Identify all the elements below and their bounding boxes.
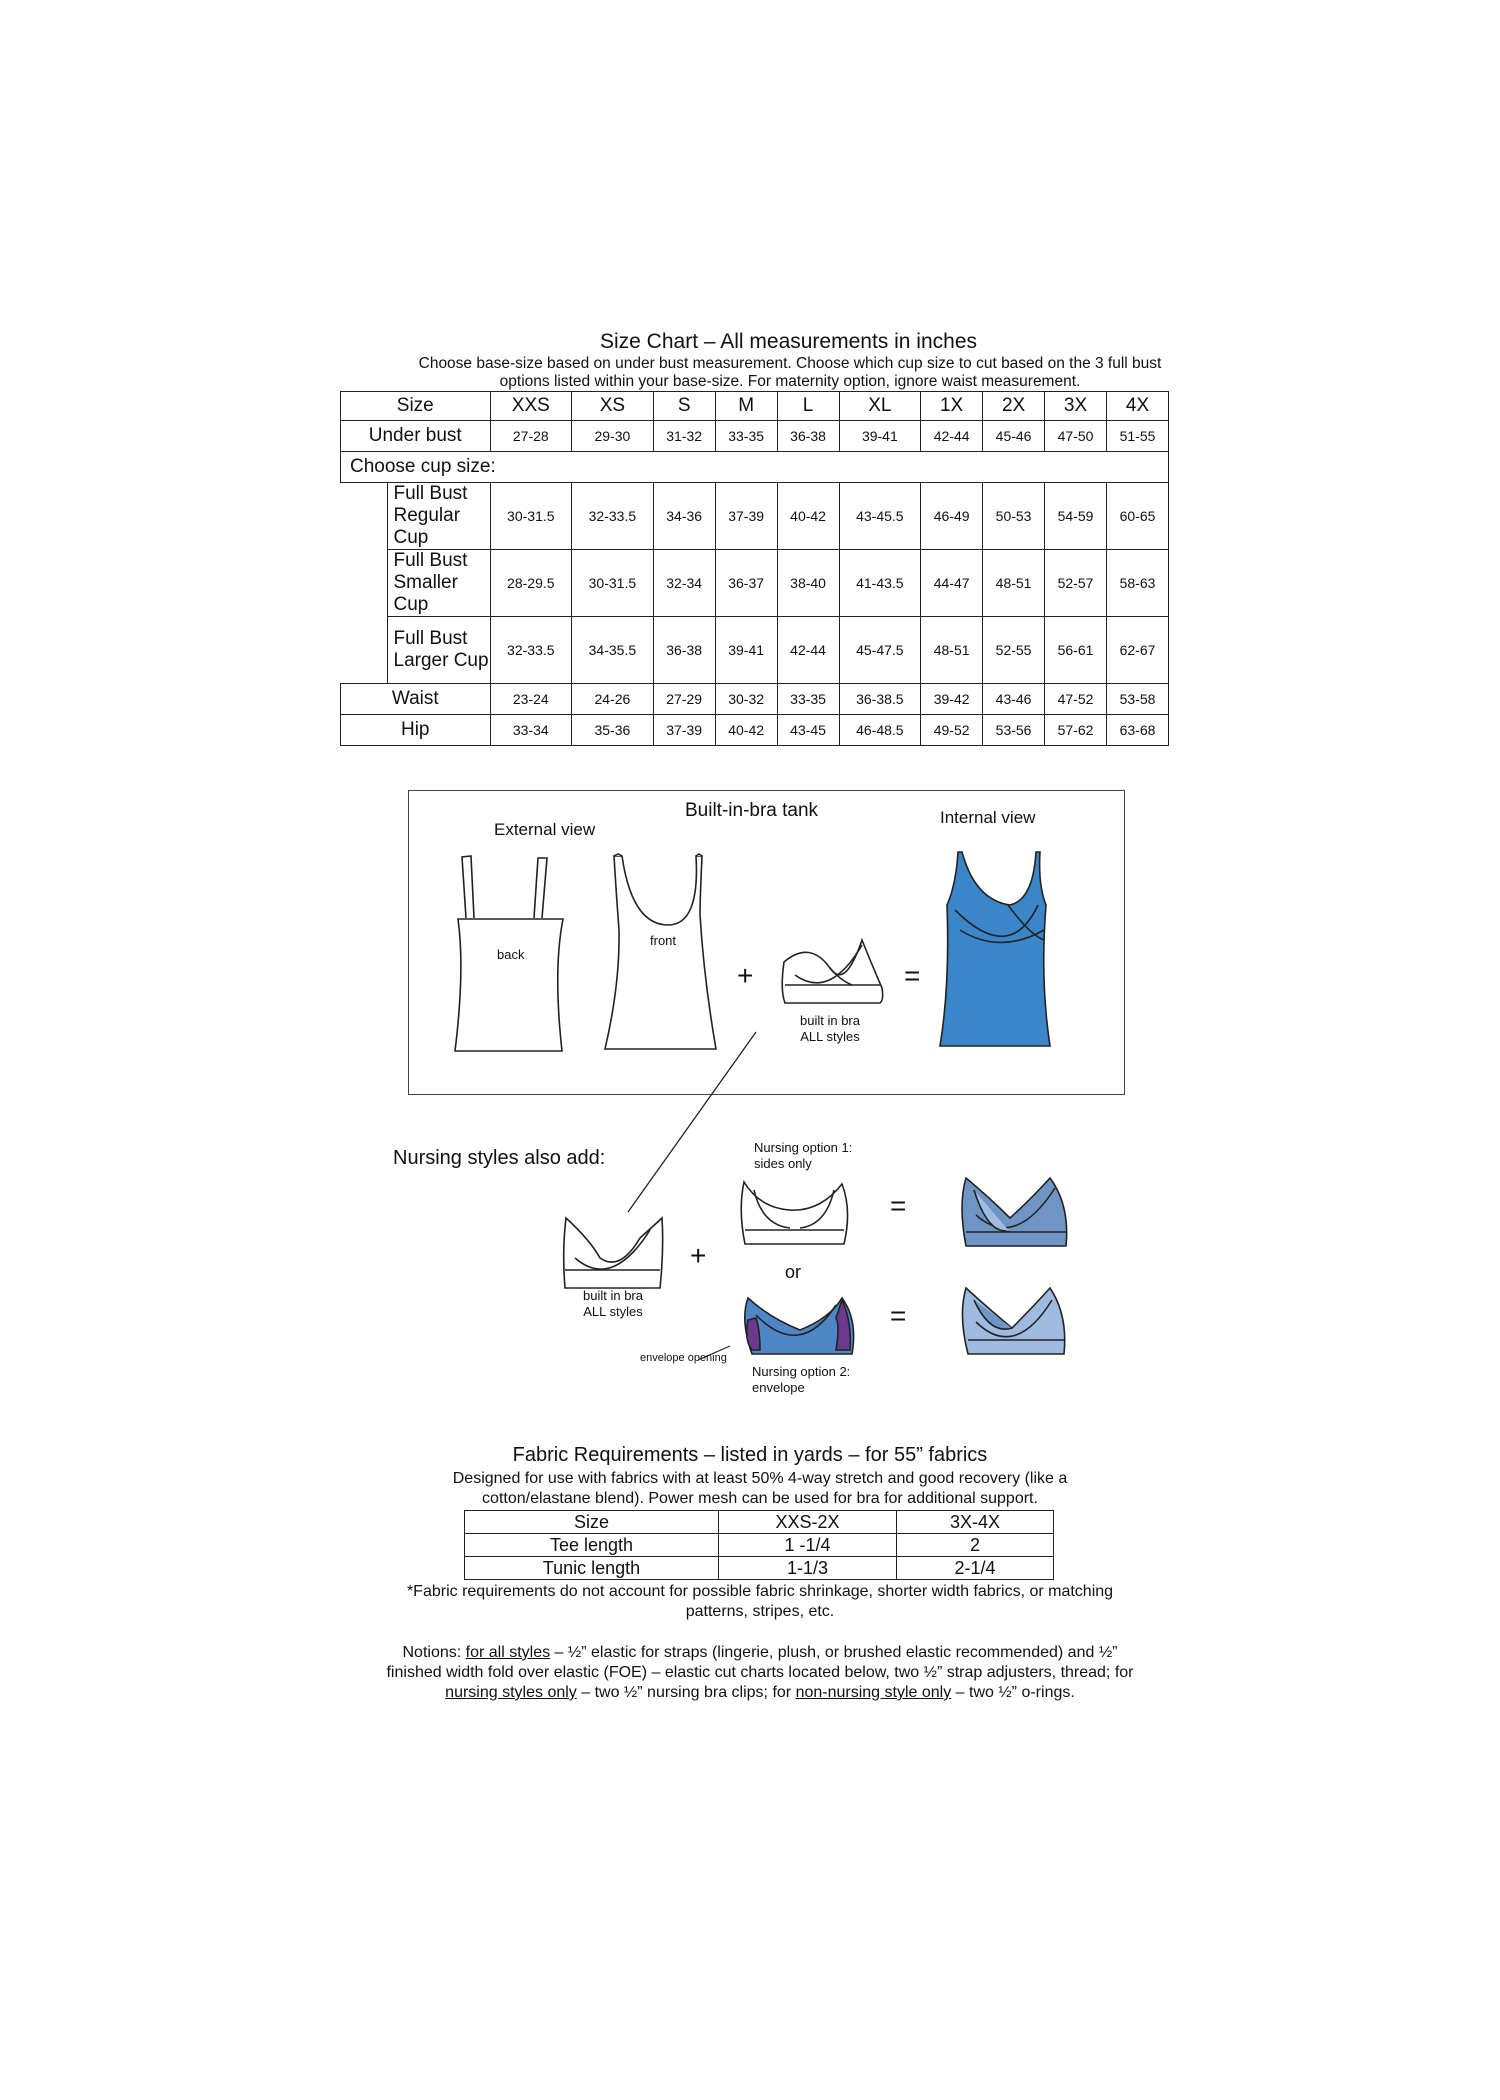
cup-cell: 40-42 [777, 483, 839, 550]
under-bust-cell: 47-50 [1045, 421, 1107, 452]
fabric-header-small: XXS-2X [719, 1511, 897, 1534]
waist-cell: 27-29 [653, 684, 715, 715]
nursing-option-1-icon [741, 1182, 847, 1244]
waist-cell: 24-26 [572, 684, 654, 715]
built-in-bra-label [790, 1013, 870, 1045]
cup-cell: 32-34 [653, 550, 715, 617]
size-chart-intro: Choose base-size based on under bust measurement. Choose which cup size to cut based on the 3 full bust options listed within your base-size. For maternity option, ignore waist measurement. [418, 355, 1162, 390]
fabric-cell: 1 -1/4 [719, 1534, 897, 1557]
size-header-8: 3X [1045, 392, 1107, 421]
nursing-built-in-bra-label [573, 1288, 653, 1320]
cup-cell: 45-47.5 [839, 617, 921, 684]
hip-cell: 46-48.5 [839, 715, 921, 746]
built-in-bra-icon [782, 940, 882, 1003]
hip-cell: 53-56 [983, 715, 1045, 746]
cup-cell: 41-43.5 [839, 550, 921, 617]
hip-cell: 40-42 [715, 715, 777, 746]
back-label: back [497, 947, 525, 962]
waist-cell: 39-42 [921, 684, 983, 715]
cup-cell: 62-67 [1107, 617, 1169, 684]
built-in-bra-line2: ALL styles [800, 1029, 860, 1044]
under-bust-cell: 45-46 [983, 421, 1045, 452]
front-label: front [650, 933, 677, 948]
fabric-table [464, 1510, 1054, 1580]
notions-all-styles: for all styles [465, 1644, 551, 1661]
nursing-built-in-bra-icon [564, 1218, 663, 1288]
waist-cell: 43-46 [983, 684, 1045, 715]
cup-cell: 39-41 [715, 617, 777, 684]
hip-cell: 43-45 [777, 715, 839, 746]
hip-label: Hip [341, 715, 491, 746]
waist-label: Waist [341, 684, 491, 715]
fabric-cell: 2-1/4 [897, 1557, 1054, 1580]
hip-cell: 63-68 [1107, 715, 1169, 746]
notions-nursing-only: nursing styles only [445, 1684, 577, 1701]
fabric-row-tee [465, 1534, 1054, 1557]
size-header-2: S [653, 392, 715, 421]
cup-cell: 60-65 [1107, 483, 1169, 550]
plus-sign: + [737, 960, 754, 991]
cup-cell: 44-47 [921, 550, 983, 617]
hip-cell: 33-34 [490, 715, 572, 746]
nursing-option-2-line2: envelope [752, 1380, 805, 1395]
size-chart-title: Size Chart – All measurements in inches [600, 330, 978, 353]
size-header-1: XS [572, 392, 654, 421]
cup-label-0: Full Bust Regular Cup [387, 483, 490, 550]
nursing-heading: Nursing styles also add: [393, 1147, 606, 1169]
cup-cell: 46-49 [921, 483, 983, 550]
nursing-plus-sign: + [690, 1240, 707, 1271]
waist-cell: 36-38.5 [839, 684, 921, 715]
fabric-cell: Tee length [465, 1534, 719, 1557]
waist-cell: 23-24 [490, 684, 572, 715]
size-header-5: XL [839, 392, 921, 421]
waist-cell: 53-58 [1107, 684, 1169, 715]
fabric-header-large: 3X-4X [897, 1511, 1054, 1534]
nursing-built-in-bra-line1: built in bra [583, 1288, 643, 1303]
cup-label-2: Full Bust Larger Cup [387, 617, 490, 684]
fabric-header-size: Size [465, 1511, 719, 1534]
size-header-3: M [715, 392, 777, 421]
result-bra-1-icon [962, 1178, 1067, 1246]
waist-cell: 47-52 [1045, 684, 1107, 715]
notions-part2: – two ½” nursing bra clips; for [576, 1684, 796, 1701]
diagram-title: Built-in-bra tank [685, 800, 819, 821]
under-bust-cell: 27-28 [490, 421, 572, 452]
under-bust-cell: 36-38 [777, 421, 839, 452]
fabric-title: Fabric Requirements – listed in yards – for 55” fabrics [512, 1444, 988, 1466]
waist-cell: 33-35 [777, 684, 839, 715]
nursing-option-2-icon [745, 1298, 854, 1354]
cup-cell: 48-51 [921, 617, 983, 684]
internal-view-label: Internal view [940, 808, 1036, 827]
external-view-label: External view [494, 820, 596, 839]
cup-cell: 34-35.5 [572, 617, 654, 684]
cup-cell: 58-63 [1107, 550, 1169, 617]
fabric-row-tunic [465, 1557, 1054, 1580]
notions-paragraph [385, 1643, 1135, 1703]
nursing-equals-2: = [890, 1300, 907, 1331]
tank-front-icon [605, 854, 716, 1049]
size-header-label: Size [341, 392, 491, 421]
waist-cell: 30-32 [715, 684, 777, 715]
hip-cell: 57-62 [1045, 715, 1107, 746]
cup-cell: 30-31.5 [490, 483, 572, 550]
cup-cell: 38-40 [777, 550, 839, 617]
size-header-6: 1X [921, 392, 983, 421]
fabric-cell: Tunic length [465, 1557, 719, 1580]
result-bra-2-icon [962, 1288, 1064, 1354]
under-bust-cell: 51-55 [1107, 421, 1169, 452]
nursing-equals-1: = [890, 1190, 907, 1221]
nursing-option-1-label [754, 1140, 852, 1172]
fabric-header-row [465, 1511, 1054, 1534]
cup-cell: 56-61 [1045, 617, 1107, 684]
tank-internal-icon [940, 852, 1050, 1046]
cup-cell: 32-33.5 [572, 483, 654, 550]
or-label: or [785, 1262, 802, 1282]
cup-cell: 28-29.5 [490, 550, 572, 617]
size-header-4: L [777, 392, 839, 421]
cup-cell: 52-55 [983, 617, 1045, 684]
cup-cell: 43-45.5 [839, 483, 921, 550]
cup-cell: 37-39 [715, 483, 777, 550]
hip-cell: 49-52 [921, 715, 983, 746]
cup-cell: 32-33.5 [490, 617, 572, 684]
hip-cell: 35-36 [572, 715, 654, 746]
cup-cell: 36-37 [715, 550, 777, 617]
nursing-option-2-label [752, 1364, 850, 1396]
under-bust-cell: 39-41 [839, 421, 921, 452]
size-header-9: 4X [1107, 392, 1169, 421]
under-bust-cell: 42-44 [921, 421, 983, 452]
cup-section-label: Choose cup size: [341, 452, 1169, 483]
size-header-7: 2X [983, 392, 1045, 421]
notions-prefix: Notions: [402, 1644, 466, 1661]
cup-cell: 36-38 [653, 617, 715, 684]
fabric-cell: 2 [897, 1534, 1054, 1557]
cup-cell: 52-57 [1045, 550, 1107, 617]
nursing-built-in-bra-line2: ALL styles [583, 1304, 643, 1319]
cup-cell: 50-53 [983, 483, 1045, 550]
nursing-option-1-line1: Nursing option 1: [754, 1140, 853, 1155]
cup-label-1: Full Bust Smaller Cup [387, 550, 490, 617]
fabric-cell: 1-1/3 [719, 1557, 897, 1580]
connector-line [628, 1032, 756, 1212]
notions-part1: – ½” elastic for straps (lingerie, plush, or brushed elastic recommended) and ½” finished width fold over elastic (FOE) – elastic cut charts located below, two ½” strap adjusters, thread; for [386, 1644, 1134, 1681]
cup-cell: 54-59 [1045, 483, 1107, 550]
cup-cell: 30-31.5 [572, 550, 654, 617]
under-bust-cell: 29-30 [572, 421, 654, 452]
under-bust-cell: 33-35 [715, 421, 777, 452]
equals-sign: = [904, 960, 921, 991]
notions-non-nursing-only: non-nursing style only [795, 1684, 952, 1701]
notions-part3: – two ½” o-rings. [951, 1684, 1075, 1701]
nursing-option-2-line1: Nursing option 2: [752, 1364, 851, 1379]
envelope-opening-label: envelope opening [640, 1352, 727, 1364]
nursing-option-1-line2: sides only [754, 1156, 812, 1171]
built-in-bra-line1: built in bra [800, 1013, 860, 1028]
hip-cell: 37-39 [653, 715, 715, 746]
cup-cell: 34-36 [653, 483, 715, 550]
fabric-intro: Designed for use with fabrics with at least 50% 4-way stretch and good recovery (like a cotton/elastane blend). Power mesh can be used for bra for additional support. [452, 1470, 1068, 1507]
size-header-0: XXS [490, 392, 572, 421]
cup-cell: 48-51 [983, 550, 1045, 617]
under-bust-cell: 31-32 [653, 421, 715, 452]
under-bust-label: Under bust [341, 421, 491, 452]
fabric-note: *Fabric requirements do not account for possible fabric shrinkage, shorter width fabrics, or matching patterns, stripes, etc. [406, 1583, 1114, 1620]
cup-cell: 42-44 [777, 617, 839, 684]
